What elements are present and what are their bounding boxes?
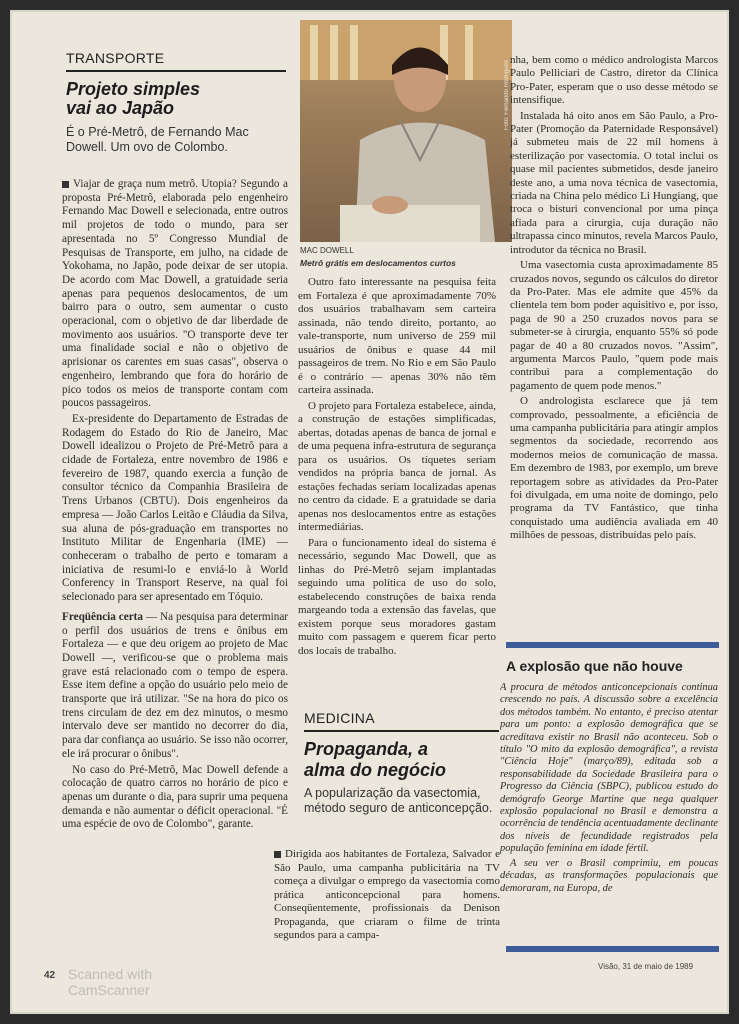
headline-medicina-1: Propaganda, a — [304, 739, 429, 759]
subhead: Freqüência certa — [62, 610, 143, 623]
section-rule — [304, 730, 499, 732]
caption-text: Metrô grátis em deslocamentos curtos — [300, 258, 456, 268]
section-label-transporte: TRANSPORTE — [66, 50, 165, 66]
paragraph: A seu ver o Brasil comprimiu, em poucas décadas, as transformações populacionais que demoraram, na Europa, de — [500, 857, 718, 894]
article-medicina-col2 — [274, 848, 500, 945]
watermark — [68, 966, 152, 998]
box-top-bar — [506, 642, 719, 648]
paragraph: No caso do Pré-Metrô, Mac Dowell defende a colocação de quatro carros no horário de pico e apenas um durante o dia, para suprir uma pequena demanda e não aumentar o déficit operacional. "É uma espécie de ovo de Colombo", garante. — [62, 763, 288, 831]
magazine-page — [10, 10, 729, 1014]
article-column-1 — [62, 178, 288, 834]
headline-medicina-2: alma do negócio — [304, 760, 447, 780]
paragraph: Outro fato interessante na pesquisa feita em Fortaleza é que aproximadamente 70% dos usuários trabalhavam sem carteira assinada, não tendo direito, portanto, ao vale-transporte, num universo de 259 mil usuários de ônibus e quase 44 mil passageiros de trem. No Rio e em São Paulo é o contrário — apenas 30% não têm carteira assinada. — [298, 276, 496, 396]
paragraph: Instalada há oito anos em São Paulo, a Pro-Pater (Promoção da Paternidade Responsável) já submeteu mais de 22 mil homens à esterilização por vasectomia. O total inclui os quase mil pacientes submetidos, desde janeiro deste ano, a uma nova técnica de vasectomia, criada na China pelo médico Li Hungiang, que troca o bisturi convencional por uma pinça afiada para a cirurgia, cuja duração não ultrapassa cinco minutos, revela Marcos Paulo, introdutor da técnica no Brasil. — [510, 109, 718, 256]
section-rule — [66, 70, 286, 72]
paragraph: Viajar de graça num metrô. Utopia? Segundo a proposta Pré-Metrô, elaborada pelo engenheiro Fernando Mac Dowell e selecionada, entre outros mil projetos de todo o mundo, para ser apresentada no 5º Congresso Mundial de Pesquisas de Transporte, em julho, na cidade de Yokohama, no Japão, pode deixar de ser utopia. De acordo com Mac Dowell, a gratuidade seria apenas para pequenos deslocamentos, de um bairro para o outro, sem aumentar o custo operacional, com o objetivo de dar liberdade de movimento aos usuários. "O transporte deve ter uma finalidade social e não o objetivo de aprisionar os carentes em suas casas", observa o engenheiro, lembrando que fora do horário de pico todos os meios de transporte contam com poucos passageiros. — [62, 178, 288, 410]
photo-credit: Foto: Fernando Rodrigues — [504, 60, 510, 131]
article-column-3 — [510, 54, 718, 632]
photo-mac-dowell — [300, 20, 512, 242]
page-number: 42 — [44, 970, 56, 981]
paragraph: Ex-presidente do Departamento de Estradas de Rodagem do Estado do Rio de Janeiro, Mac Dowell idealizou o Projeto de Pré-Metrô para a cidade de Fortaleza, entre novembro de 1986 e fevereiro de 1987, quando exercia a função de consultor técnico da Companhia Brasileira de Trens Urbanos (CBTU). Dois engenheiros da empresa — João Carlos Leitão e Cláudia da Silva, sua aluna de pós-graduação em transportes no Instituto Militar de Engenharia (IME) — conheceram o trabalho de perto e tomaram a iniciativa de resumi-lo e enviá-lo à World Conferency in Transport Reserve, na qual foi selecionado para ser apresentado em Tóquio. — [62, 412, 288, 604]
box-text — [500, 682, 718, 944]
headline-transporte-2: vai ao Japão — [66, 98, 175, 118]
deck-medicina: A popularização da vasectomia, método seguro de anticoncepção. — [304, 786, 493, 815]
paragraph: nha, bem como o médico andrologista Marcos Paulo Pelliciari de Castro, diretor da Clínica Pro-Pater, esperam que o uso desse método se intensifique. — [510, 54, 718, 107]
caption-name: MAC DOWELL — [300, 246, 354, 255]
paragraph: Para o funcionamento ideal do sistema é necessário, segundo Mac Dowell, que as linhas do Pré-Metrô sejam implantadas seguindo uma política de uso do solo, estabelecendo construções de baixa renda margeando toda a extensão das favelas, que existem porque seus moradores gastam muito com passagem e querem ficar perto dos locais de trabalho. — [298, 536, 496, 657]
headline-transporte-1: Projeto simples — [66, 79, 201, 99]
watermark-line: Scanned with — [68, 966, 153, 982]
box-bottom-bar — [506, 946, 719, 952]
bullet-icon — [274, 851, 281, 858]
portrait-illustration — [300, 20, 512, 242]
paragraph: O andrologista esclarece que já tem comprovado, pessoalmente, a eficiência de uma campanha publicitária para atingir amplos segmentos da sociedade, recorrendo aos modernos meios de comunicação de massa. Em dezembro de 1983, por exemplo, um breve reportagem sobre as atividades da Pro-Pater foi divulgada, em uma noite de domingo, pelo programa da TV Fantástico, que tinha conquistado uma audiência avaliada em 40 milhões de pessoas, distribuídas pelo país. — [510, 395, 718, 542]
source-line: Visão, 31 de maio de 1989 — [598, 962, 694, 971]
paragraph: Uma vasectomia custa aproximadamente 85 cruzados novos, segundo os cálculos do diretor da Pro-Pater. Mas ele admite que 45% da clientela tem bom poder aquisitivo e, por isso, paga de 90 a 250 cruzados novos para se submeter-se à cirurgia, enquanto 55% só pode pagar de 40 a 80 cruzados novos. "Assim", argumenta Marcos Paulo, "quem pode mais contribui para a complementação do pagamento de quem pode menos." — [510, 259, 718, 392]
article-column-2 — [298, 276, 496, 660]
bullet-icon — [62, 181, 69, 188]
paragraph: — Na pesquisa para determinar o perfil dos usuários de trens e ônibus em Fortaleza — e que deu origem ao projeto de Mac Dowell —, verificou-se que o problema mais grave está relacionado com o tempo de espera. Esse item define a opção do usuário pelo meio de transporte que irá utilizar. "Se na hora do pico os trens circulam de dez em dez minutos, o mesmo intervalo deve ser mantido no decorrer do dia, para dar confiança ao usuário. Se isso não ocorrer, ele irá procurar o ônibus". — [62, 610, 289, 760]
paragraph: A procura de métodos anticoncepcionais continua crescendo no país. A discussão sobre a excelência dos métodos também. No entanto, é preciso atentar para um ponto: a explosão demográfica que se acreditava existir no Brasil não aconteceu. Sob o título "O mito da explosão demográfica", a revista "Ciência Hoje" (março/89), editada sob a responsabilidade da Sociedade Brasileira para o Progresso da Ciência (SBPC), publicou estudo do demógrafo George Martine que nega qualquer explosão populacional no Brasil e demonstra a ocorrência de tendência acentuadamente declinante dos níveis de fecundidade registrados pela população feminina em idade fértil. — [500, 682, 718, 855]
paragraph: O projeto para Fortaleza estabelece, ainda, a construção de estações simplificadas, abertas, dotadas apenas de banca de jornal e de uma pequena infra-estrutura de segurança para os usuários. Os tíquetes seriam vendidos na própria banca de jornal. As estações fechadas seriam localizadas apenas no centro da cidade. E a gratuidade se daria apenas nos deslocamentos entre as estações intermediárias. — [298, 399, 496, 533]
box-title: A explosão que não houve — [506, 658, 683, 674]
paragraph: Dirigida aos habitantes de Fortaleza, Salvador e São Paulo, uma campanha publicitária na TV começa a divulgar o emprego da vasectomia como prática anticoncepcional para homens. Conseqüentemente, profissionais da Denison Propaganda, que criaram o filme de trinta segundos para a campa- — [274, 848, 500, 941]
section-label-medicina: MEDICINA — [304, 710, 375, 726]
watermark-line: CamScanner — [68, 982, 150, 998]
deck-transporte: É o Pré-Metrô, de Fernando Mac Dowell. Um ovo de Colombo. — [66, 125, 249, 154]
